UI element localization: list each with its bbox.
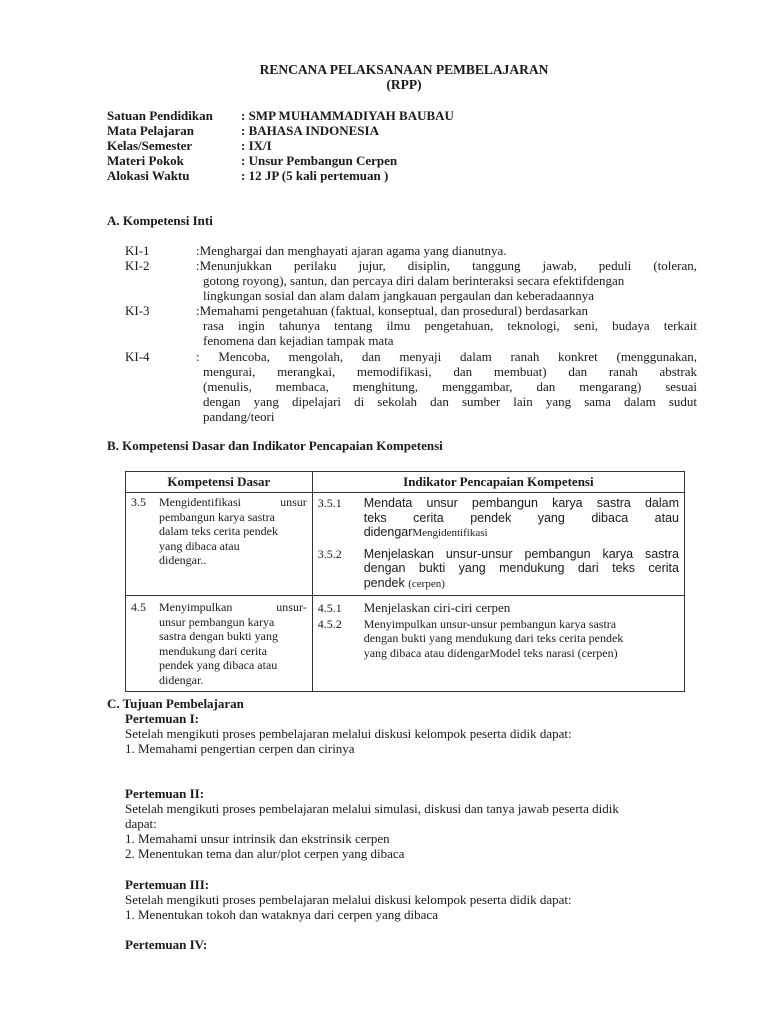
ki-text <box>196 349 697 424</box>
kd-text <box>159 495 307 510</box>
document-title: RENCANA PELAKSANAAN PEMBELAJARAN <box>259 62 549 77</box>
ik-line-part: Mengidentifikasi <box>412 527 488 539</box>
identity-value: : 12 JP (5 kali pertemuan ) <box>241 168 389 183</box>
ki-line: lingkungan sosial dan alam dalam jangkauan pergaulan dan keberadaannya <box>203 288 595 303</box>
identity-value: : BAHASA INDONESIA <box>241 123 379 138</box>
identity-value: : SMP MUHAMMADIYAH BAUBAU <box>241 108 454 123</box>
ki-text <box>196 243 697 258</box>
kd-text-continued <box>126 615 312 692</box>
ik-line: teks cerita pendek yang dibaca atau <box>363 510 679 525</box>
ki-line: rasa ingin tahunya tentang ilmu pengetahuan, teknologi, seni, budaya terkait <box>203 318 697 333</box>
identity-value: : IX/I <box>241 138 272 153</box>
ik-text: Menjelaskan ciri-ciri cerpen <box>363 600 511 615</box>
identity-label: Materi Pokok <box>107 153 184 168</box>
meeting-item: 1. Memahami pengertian cerpen dan cirinya <box>125 741 355 756</box>
document-subtitle: (RPP) <box>386 77 422 92</box>
ik-cell <box>312 596 684 692</box>
section-b-heading: B. Kompetensi Dasar dan Indikator Pencapaian Kompetensi <box>107 438 443 453</box>
ik-line: dengan bukti yang mendukung dari teks cerita pendek <box>363 631 624 645</box>
table-header: Indikator Pencapaian Kompetensi <box>312 472 684 493</box>
kd-line: mendukung dari cerita <box>159 643 267 658</box>
meeting-title: Pertemuan I: <box>125 711 200 726</box>
identity-label: Kelas/Semester <box>107 138 193 153</box>
ki-code: KI-3 <box>125 303 150 318</box>
kd-number: 4.5 <box>131 600 146 614</box>
meeting-title: Pertemuan III: <box>125 877 210 892</box>
ki-line: :Memahami pengetahuan (faktual, konseptual, dan prosedural) berdasarkan <box>196 303 589 318</box>
ki-line: fenomena dan kejadian tampak mata <box>203 333 394 348</box>
ki-code: KI-2 <box>125 258 150 273</box>
kd-line: dalam teks cerita pendek <box>159 524 278 538</box>
identity-label: Satuan Pendidikan <box>107 108 213 123</box>
ik-text <box>364 496 679 541</box>
ki-text <box>196 258 697 303</box>
ki-line: gotong royong), santun, dan percaya diri dalam berinteraksi secara efektifdengan <box>203 273 625 288</box>
meeting-item: 1. Memahami unsur intrinsik dan ekstrinsik cerpen <box>125 831 390 846</box>
table-header: Kompetensi Dasar <box>126 472 313 493</box>
meeting-item: 2. Menentukan tema dan alur/plot cerpen yang dibaca <box>125 846 405 861</box>
ki-text <box>196 303 697 348</box>
kd-line: didengar. <box>159 672 204 687</box>
meeting-intro: Setelah mengikuti proses pembelajaran melalui diskusi kelompok peserta didik dapat: <box>125 726 572 741</box>
kd-line: Mengidentifikasi unsur <box>159 495 307 509</box>
ik-number: 3.5.2 <box>317 546 342 561</box>
kd-cell <box>126 493 313 596</box>
kd-line: didengar.. <box>159 553 207 567</box>
ik-number: 4.5.1 <box>317 601 342 615</box>
ik-text <box>364 617 679 661</box>
table-row <box>126 596 685 692</box>
ik-line-part: (cerpen) <box>408 577 445 590</box>
meeting-title: Pertemuan IV: <box>125 937 208 952</box>
identity-value: : Unsur Pembangun Cerpen <box>241 153 398 168</box>
meeting-title: Pertemuan II: <box>125 786 205 801</box>
ik-line: yang dibaca atau didengarModel teks narasi (cerpen) <box>363 645 618 660</box>
ik-text <box>364 547 679 592</box>
ik-line <box>364 576 679 592</box>
meeting-intro: Setelah mengikuti proses pembelajaran melalui diskusi kelompok peserta didik dapat: <box>125 892 572 907</box>
ik-cell <box>312 493 684 596</box>
kd-number: 3.5 <box>131 495 146 509</box>
identity-label: Mata Pelajaran <box>107 123 195 138</box>
kd-line: pendek yang dibaca atau <box>159 658 278 672</box>
ki-code: KI-1 <box>125 243 150 258</box>
ik-line: Menyimpulkan unsur-unsur pembangun karya sastra <box>363 616 617 631</box>
ki-line: dengan yang dipelajari di sekolah dan sumber lain yang sama dalam sudut <box>203 394 697 409</box>
kd-line: unsur pembangun karya <box>159 614 275 629</box>
kd-line: yang dibaca atau <box>159 538 240 553</box>
kd-line: sastra dengan bukti yang <box>159 629 278 643</box>
kd-line: pembangun karya sastra <box>159 509 275 524</box>
ki-line: pandang/teori <box>203 409 275 424</box>
ik-number: 4.5.2 <box>317 616 342 631</box>
kd-text <box>159 600 307 615</box>
ki-line: :Menghargai dan menghayati ajaran agama yang dianutnya. <box>196 243 507 258</box>
table-header-row <box>126 472 685 493</box>
table-row <box>126 493 685 596</box>
meeting-intro: dapat: <box>125 816 157 831</box>
ki-line: (menulis, membaca, menghitung, menggambar, dan mengarang) sesuai <box>203 379 697 394</box>
kd-cell <box>126 596 313 692</box>
ki-line: mengurai, merangkai, memodifikasi, dan membuat) dan ranah abstrak <box>203 364 697 379</box>
ik-line-part: pendek <box>363 575 405 590</box>
ik-line <box>364 525 679 541</box>
competency-table <box>125 471 685 692</box>
section-a-heading: A. Kompetensi Inti <box>107 213 213 228</box>
ik-line: Menjelaskan unsur-unsur pembangun karya sastra <box>363 546 679 561</box>
identity-label: Alokasi Waktu <box>107 168 190 183</box>
ik-line: Mendata unsur pembangun karya sastra dalam <box>363 496 679 510</box>
ik-line: dengan bukti yang mendukung dari teks cerita <box>363 561 679 575</box>
kd-text-continued <box>126 510 312 572</box>
section-c-heading: C. Tujuan Pembelajaran <box>107 696 244 711</box>
ik-number: 3.5.1 <box>317 496 342 510</box>
ik-line-part: didengar <box>363 525 413 539</box>
ki-line: : Mencoba, mengolah, dan menyaji dalam ranah konkret (menggunakan, <box>196 349 697 364</box>
meeting-item: 1. Menentukan tokoh dan wataknya dari cerpen yang dibaca <box>125 907 438 922</box>
ki-code: KI-4 <box>125 349 150 364</box>
ki-line: :Menunjukkan perilaku jujur, disiplin, tanggung jawab, peduli (toleran, <box>196 258 697 273</box>
meeting-intro: Setelah mengikuti proses pembelajaran melalui simulasi, diskusi dan tanya jawab peserta didik <box>125 801 619 816</box>
kd-line: Menyimpulkan unsur- <box>159 600 307 614</box>
